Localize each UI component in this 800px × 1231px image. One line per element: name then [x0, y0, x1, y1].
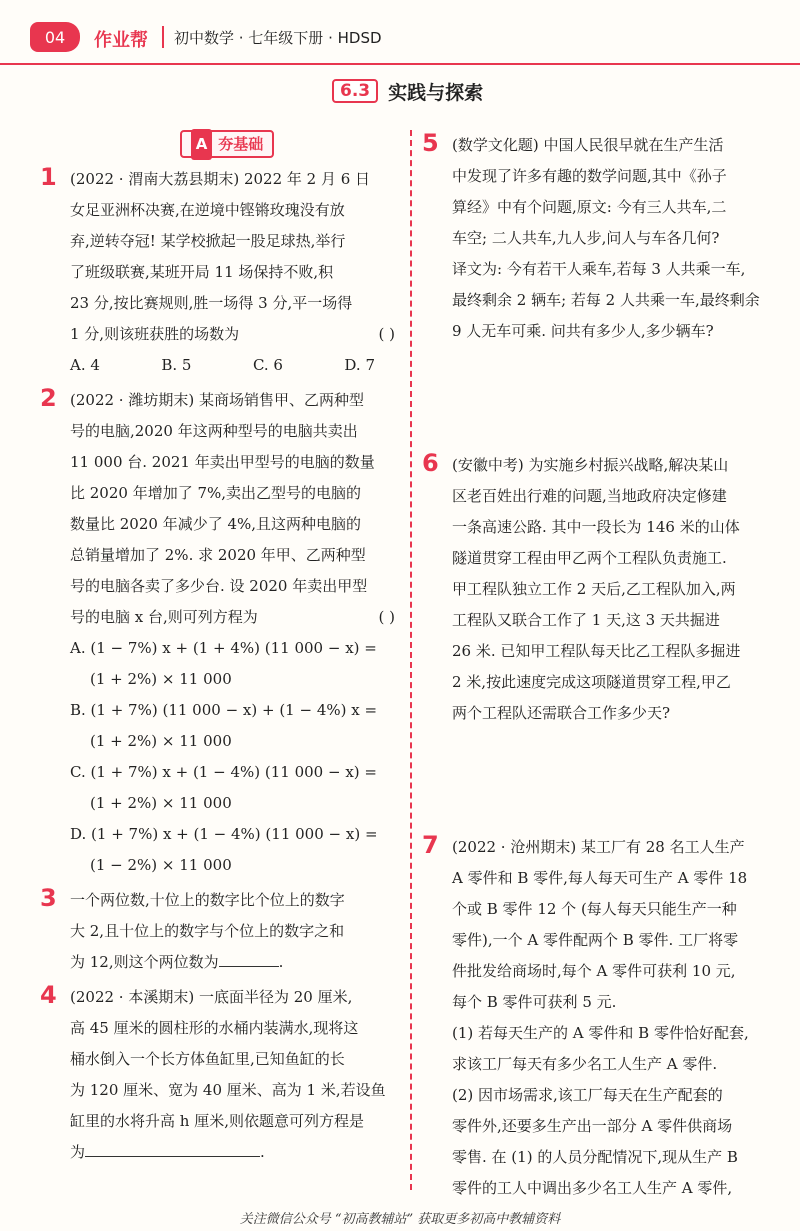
right-column: [422, 130, 792, 1208]
question-line: 零件外,还要多生产出一部分 A 零件供商场: [452, 1117, 733, 1135]
question-text: 号的电脑 x 台,则可列方程为: [70, 608, 258, 626]
question-line: 号的电脑各卖了多少台. 设 2020 年卖出甲型: [70, 577, 368, 595]
question-line: 号的电脑,2020 年这两种型号的电脑共卖出: [70, 422, 358, 440]
page-header: [0, 20, 800, 54]
section-number: 6.3: [332, 79, 378, 103]
header-divider: [162, 26, 164, 48]
question-line: A 零件和 B 零件,每人每天可生产 A 零件 18: [452, 869, 748, 887]
question-line: 11 000 台. 2021 年卖出甲型号的电脑的数量: [70, 453, 375, 471]
question-line: 桶水倒入一个长方体鱼缸里,已知鱼缸的长: [70, 1050, 345, 1068]
question-line: 两个工程队还需联合工作多少天?: [452, 704, 671, 722]
question-line: 26 米. 已知甲工程队每天比乙工程队多掘进: [452, 642, 741, 660]
question-line: 总销量增加了 2%. 求 2020 年甲、乙两种型: [70, 546, 366, 564]
left-column: [40, 130, 405, 1172]
question-line: [70, 319, 405, 350]
question-line: 了班级联赛,某班开局 11 场保持不败,积: [70, 263, 334, 281]
question-line: 中发现了许多有趣的数学问题,其中《孙子: [452, 167, 727, 185]
question-line: 女足亚洲杯决赛,在逆境中铿锵玫瑰没有放: [70, 201, 345, 219]
question-7: [422, 832, 792, 1204]
question-line: 车空; 二人共车,九人步,问人与车各几何?: [452, 229, 720, 247]
option-c[interactable]: C. 6: [252, 356, 283, 374]
level-name: 夯基础: [218, 134, 264, 153]
question-number: 2: [40, 384, 57, 412]
option-b[interactable]: B. (1 + 7%) (11 000 − x) + (1 − 4%) x =: [70, 701, 378, 719]
column-divider: [410, 130, 412, 1190]
question-line: 每个 B 零件可获利 5 元.: [452, 993, 617, 1011]
question-3: [40, 885, 405, 978]
question-line: (2022 · 沧州期末) 某工厂有 28 名工人生产: [452, 838, 745, 856]
question-line: 个或 B 零件 12 个 (每人每天只能生产一种: [452, 900, 737, 918]
option-d[interactable]: D. (1 + 7%) x + (1 − 4%) (11 000 − x) =: [70, 825, 378, 843]
option-b[interactable]: B. 5: [161, 356, 192, 374]
question-line: 零件),一个 A 零件配两个 B 零件. 工厂将零: [452, 931, 739, 949]
question-line: (2022 · 渭南大荔县期末) 2022 年 2 月 6 日: [70, 170, 371, 188]
answer-blank[interactable]: [85, 1138, 260, 1157]
question-line: 区老百姓出行难的问题,当地政府决定修建: [452, 487, 727, 505]
option-a[interactable]: A. (1 − 7%) x + (1 + 4%) (11 000 − x) =: [70, 639, 377, 657]
question-line: (2022 · 本溪期末) 一底面半径为 20 厘米,: [70, 988, 353, 1006]
option-a-cont: (1 + 2%) × 11 000: [90, 670, 232, 688]
question-line: 件批发给商场时,每个 A 零件可获利 10 元,: [452, 962, 736, 980]
question-number: 3: [40, 884, 57, 912]
question-text: 为 12,则这个两位数为: [70, 953, 219, 971]
question-line: 高 45 厘米的圆柱形的水桶内装满水,现将这: [70, 1019, 359, 1037]
question-line: [70, 1137, 405, 1168]
section-name: 实践与探索: [388, 81, 484, 104]
question-line: 弃,逆转夺冠! 某学校掀起一股足球热,举行: [70, 232, 346, 250]
question-number: 7: [422, 831, 439, 859]
question-4: [40, 982, 405, 1168]
question-line: (1) 若每天生产的 A 零件和 B 零件恰好配套,: [452, 1024, 749, 1042]
question-line: 零售. 在 (1) 的人员分配情况下,现从生产 B: [452, 1148, 738, 1166]
page-number: 04: [30, 22, 80, 52]
question-line: 23 分,按比赛规则,胜一场得 3 分,平一场得: [70, 294, 353, 312]
question-line: 比 2020 年增加了 7%,卖出乙型号的电脑的: [70, 484, 362, 502]
question-line: 大 2,且十位上的数字与个位上的数字之和: [70, 922, 345, 940]
header-rule: [0, 63, 800, 65]
question-line: 译文为: 今有若干人乘车,若每 3 人共乘一车,: [452, 260, 746, 278]
option-b-cont: (1 + 2%) × 11 000: [90, 732, 232, 750]
question-text: 1 分,则该班获胜的场数为: [70, 325, 240, 343]
question-1: [40, 164, 405, 381]
answer-blank[interactable]: [219, 948, 279, 967]
question-line: 缸里的水将升高 h 厘米,则依题意可列方程是: [70, 1112, 364, 1130]
question-line: 甲工程队独立工作 2 天后,乙工程队加入,两: [452, 580, 736, 598]
footer-note: 关注微信公众号 “初高教辅站” 获取更多初高中教辅资料: [239, 1212, 561, 1227]
level-badge: [180, 130, 274, 158]
question-number: 5: [422, 129, 439, 157]
option-row: [70, 350, 405, 381]
question-line: 算经》中有个问题,原文: 今有三人共车,二: [452, 198, 727, 216]
option-d[interactable]: D. 7: [344, 356, 375, 374]
question-line: (2) 因市场需求,该工厂每天在生产配套的: [452, 1086, 723, 1104]
question-text: 为: [70, 1143, 86, 1161]
question-number: 6: [422, 449, 439, 477]
question-6: [422, 450, 792, 828]
question-line: 一条高速公路. 其中一段长为 146 米的山体: [452, 518, 740, 536]
option-a[interactable]: A. 4: [70, 356, 100, 374]
question-line: 隧道贯穿工程由甲乙两个工程队负责施工.: [452, 549, 727, 567]
section-title: [332, 76, 483, 106]
question-line: 求该工厂每天有多少名工人生产 A 零件.: [452, 1055, 718, 1073]
brand-logo-text: 作业帮: [94, 30, 148, 51]
question-number: 4: [40, 981, 57, 1009]
question-line: 一个两位数,十位上的数字比个位上的数字: [70, 891, 345, 909]
question-line: 为 120 厘米、宽为 40 厘米、高为 1 米,若设鱼: [70, 1081, 386, 1099]
question-line: [70, 602, 405, 633]
question-line: (2022 · 潍坊期末) 某商场销售甲、乙两种型: [70, 391, 364, 409]
question-5: [422, 130, 792, 446]
answer-paren[interactable]: ( ): [378, 325, 395, 343]
question-line: [70, 947, 405, 978]
level-letter: A: [191, 129, 213, 160]
question-line: 零件的工人中调出多少名工人生产 A 零件,: [452, 1179, 733, 1197]
question-2: [40, 385, 405, 881]
question-line: (数学文化题) 中国人民很早就在生产生活: [452, 136, 724, 154]
question-line: (安徽中考) 为实施乡村振兴战略,解决某山: [452, 456, 729, 474]
question-number: 1: [40, 163, 57, 191]
question-end: .: [278, 953, 284, 971]
question-end: .: [260, 1143, 265, 1161]
option-d-cont: (1 − 2%) × 11 000: [90, 856, 232, 874]
option-c[interactable]: C. (1 + 7%) x + (1 − 4%) (11 000 − x) =: [70, 763, 377, 781]
question-line: 工程队又联合工作了 1 天,这 3 天共掘进: [452, 611, 720, 629]
book-title: 初中数学 · 七年级下册 · HDSD: [174, 29, 382, 47]
question-line: 数量比 2020 年减少了 4%,且这两种电脑的: [70, 515, 362, 533]
question-line: 2 米,按此速度完成这项隧道贯穿工程,甲乙: [452, 673, 731, 691]
option-c-cont: (1 + 2%) × 11 000: [90, 794, 232, 812]
answer-paren[interactable]: ( ): [378, 608, 395, 626]
question-line: 9 人无车可乘. 问共有多少人,多少辆车?: [452, 322, 714, 340]
question-line: 最终剩余 2 辆车; 若每 2 人共乘一车,最终剩余: [452, 291, 760, 309]
